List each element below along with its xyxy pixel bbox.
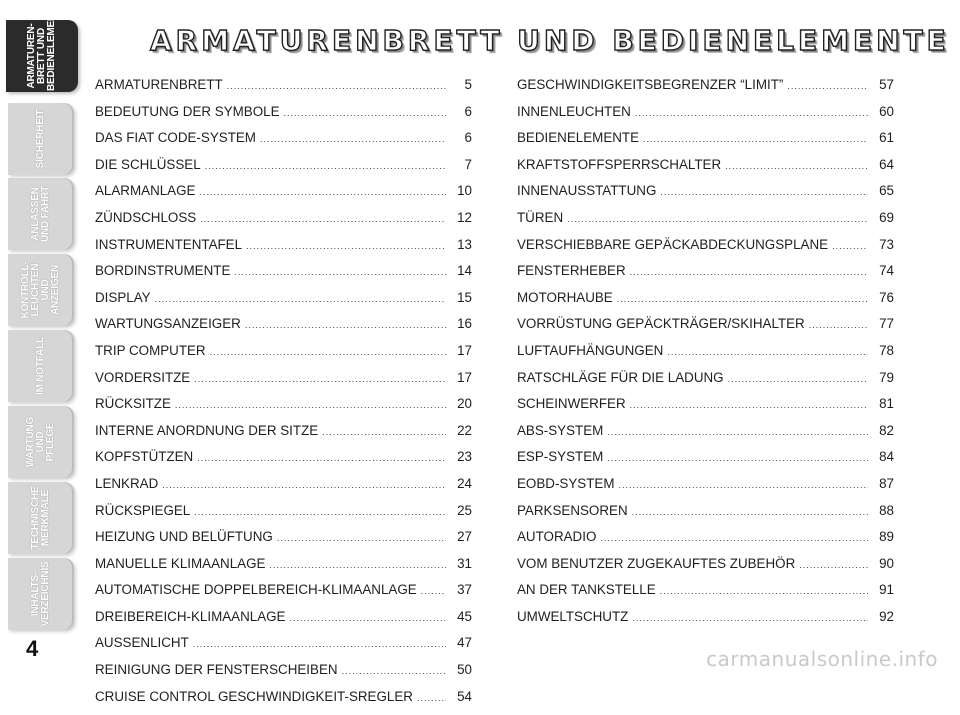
toc-entry[interactable] bbox=[95, 529, 472, 556]
tab-kontrollleuchten[interactable] bbox=[8, 254, 74, 326]
toc-left-column bbox=[95, 77, 472, 715]
toc-leader-dots bbox=[269, 560, 446, 570]
toc-entry-label: INSTRUMENTENTAFEL bbox=[95, 236, 243, 252]
toc-entry-label: ABS-SYSTEM bbox=[517, 422, 604, 438]
toc-entry-label: MANUELLE KLIMAANLAGE bbox=[95, 555, 266, 571]
toc-entry-label: FENSTERHEBER bbox=[517, 263, 626, 279]
toc-leader-dots bbox=[617, 294, 868, 304]
toc-entry-label: REINIGUNG DER FENSTERSCHEIBEN bbox=[95, 662, 338, 678]
toc-entry[interactable] bbox=[95, 157, 472, 184]
toc-leader-dots bbox=[342, 666, 446, 676]
toc-entry-label: AUSSENLICHT bbox=[95, 635, 189, 651]
toc-entry-label: VORDERSITZE bbox=[95, 369, 191, 385]
toc-entry-label: BEDIENELEMENTE bbox=[517, 130, 640, 146]
tab-technische-merkmale[interactable] bbox=[8, 482, 74, 554]
toc-entry-page: 87 bbox=[879, 475, 894, 491]
toc-entry[interactable] bbox=[95, 556, 472, 583]
toc-leader-dots bbox=[210, 347, 446, 357]
toc-leader-dots bbox=[162, 480, 446, 490]
toc-entry-label: HEIZUNG UND BELÜFTUNG bbox=[95, 529, 273, 545]
toc-leader-dots bbox=[197, 453, 446, 463]
toc-entry-label: DIE SCHLÜSSEL bbox=[95, 156, 201, 172]
toc-entry-page: 77 bbox=[879, 316, 894, 332]
toc-entry-page: 79 bbox=[879, 369, 894, 385]
toc-entry[interactable] bbox=[95, 130, 472, 157]
toc-entry-label: GESCHWINDIGKEITSBEGRENZER “LIMIT” bbox=[517, 77, 784, 92]
toc-entry-label: DREIBEREICH-KLIMAANLAGE bbox=[95, 608, 286, 624]
toc-entry[interactable] bbox=[95, 609, 472, 636]
toc-entry-page: 7 bbox=[464, 156, 472, 172]
toc-leader-dots bbox=[199, 187, 446, 197]
toc-leader-dots bbox=[607, 427, 868, 437]
toc-entry-page: 37 bbox=[457, 582, 472, 598]
toc-entry-label: DAS FIAT CODE-SYSTEM bbox=[95, 130, 256, 146]
toc-entry-page: 64 bbox=[879, 156, 894, 172]
toc-entry-label: INTERNE ANORDNUNG DER SITZE bbox=[95, 422, 319, 438]
toc-entry[interactable] bbox=[517, 449, 894, 476]
toc-entry-page: 84 bbox=[879, 449, 894, 465]
toc-entry-label: UMWELTSCHUTZ bbox=[517, 608, 629, 624]
toc-entry-page: 15 bbox=[457, 289, 472, 305]
toc-entry-label: ARMATURENBRETT bbox=[95, 77, 223, 92]
toc-entry-label: MOTORHAUBE bbox=[517, 289, 613, 305]
toc-entry-page: 14 bbox=[457, 263, 472, 279]
toc-entry[interactable] bbox=[517, 582, 894, 609]
toc-leader-dots bbox=[245, 320, 446, 330]
toc-entry[interactable] bbox=[95, 210, 472, 237]
toc-entry-page: 54 bbox=[457, 688, 472, 704]
toc-entry[interactable] bbox=[95, 290, 472, 317]
toc-leader-dots bbox=[175, 400, 446, 410]
toc-leader-dots bbox=[246, 241, 446, 251]
toc-entry-label: INNENAUSSTATTUNG bbox=[517, 183, 657, 199]
toc-leader-dots bbox=[194, 374, 446, 384]
toc-leader-dots bbox=[832, 241, 868, 251]
toc-leader-dots bbox=[234, 267, 446, 277]
toc-entry-page: 17 bbox=[457, 369, 472, 385]
toc-entry-label: TÜREN bbox=[517, 209, 564, 225]
toc-leader-dots bbox=[155, 294, 446, 304]
toc-entry-label: AUTORADIO bbox=[517, 529, 597, 545]
toc-right-column bbox=[517, 77, 894, 635]
toc-entry-label: RATSCHLÄGE FÜR DIE LADUNG bbox=[517, 369, 724, 385]
toc-leader-dots bbox=[260, 134, 446, 144]
toc-entry-page: 16 bbox=[457, 316, 472, 332]
tab-label: WARTUNG UND PFLEGE bbox=[25, 416, 56, 468]
toc-entry-page: 65 bbox=[879, 183, 894, 199]
toc-entry[interactable] bbox=[95, 635, 472, 662]
toc-leader-dots bbox=[277, 533, 446, 543]
toc-leader-dots bbox=[227, 81, 446, 91]
tab-label: TECHNISCHE MERKMALE bbox=[30, 486, 51, 550]
toc-leader-dots bbox=[194, 507, 446, 517]
toc-entry[interactable] bbox=[95, 582, 472, 609]
toc-entry-label: RÜCKSITZE bbox=[95, 396, 171, 412]
toc-entry-page: 82 bbox=[879, 422, 894, 438]
toc-entry-label: LENKRAD bbox=[95, 475, 159, 491]
toc-entry[interactable] bbox=[95, 316, 472, 343]
toc-entry-label: BORDINSTRUMENTE bbox=[95, 263, 231, 279]
toc-leader-dots bbox=[630, 267, 868, 277]
toc-entry-page: 69 bbox=[879, 209, 894, 225]
tab-anlassen[interactable] bbox=[8, 178, 74, 250]
toc-leader-dots bbox=[787, 81, 868, 91]
tab-im-notfall[interactable] bbox=[8, 330, 74, 402]
toc-entry[interactable] bbox=[517, 290, 894, 317]
toc-entry-page: 31 bbox=[457, 555, 472, 571]
toc-entry-page: 88 bbox=[879, 502, 894, 518]
toc-entry-label: INNENLEUCHTEN bbox=[517, 103, 631, 119]
toc-entry-page: 6 bbox=[464, 103, 472, 119]
toc-entry-page: 13 bbox=[457, 236, 472, 252]
tab-inhaltsverzeichnis[interactable] bbox=[8, 558, 74, 630]
toc-entry[interactable] bbox=[517, 263, 894, 290]
toc-entry-page: 20 bbox=[457, 396, 472, 412]
toc-entry-page: 57 bbox=[879, 77, 894, 92]
toc-leader-dots bbox=[421, 586, 446, 596]
toc-leader-dots bbox=[660, 187, 868, 197]
toc-entry[interactable] bbox=[517, 130, 894, 157]
toc-entry-page: 60 bbox=[879, 103, 894, 119]
toc-entry[interactable] bbox=[517, 343, 894, 370]
toc-entry-label: KOPFSTÜTZEN bbox=[95, 449, 194, 465]
toc-leader-dots bbox=[290, 613, 447, 623]
toc-entry-label: LUFTAUFHÄNGUNGEN bbox=[517, 342, 664, 358]
toc-entry-page: 23 bbox=[457, 449, 472, 465]
toc-entry-page: 74 bbox=[879, 263, 894, 279]
toc-entry-page: 73 bbox=[879, 236, 894, 252]
toc-entry[interactable] bbox=[517, 476, 894, 503]
toc-leader-dots bbox=[322, 427, 446, 437]
toc-entry[interactable] bbox=[95, 77, 472, 104]
toc-leader-dots bbox=[607, 453, 868, 463]
toc-entry[interactable] bbox=[95, 104, 472, 131]
toc-entry-page: 81 bbox=[879, 396, 894, 412]
toc-entry-page: 5 bbox=[464, 77, 472, 92]
toc-entry-label: SCHEINWERFER bbox=[517, 396, 626, 412]
toc-entry-page: 12 bbox=[457, 209, 472, 225]
tab-sicherheit[interactable] bbox=[8, 103, 74, 175]
page-title: ARMATURENBRETT UND BEDIENELEMENTE bbox=[150, 24, 950, 57]
tab-label: SICHERHEIT bbox=[35, 109, 46, 169]
toc-leader-dots bbox=[632, 613, 868, 623]
toc-entry[interactable] bbox=[517, 77, 894, 104]
toc-entry-label: DISPLAY bbox=[95, 289, 151, 305]
toc-leader-dots bbox=[567, 214, 868, 224]
toc-entry[interactable] bbox=[517, 609, 894, 636]
toc-entry-label: ALARMANLAGE bbox=[95, 183, 196, 199]
toc-entry[interactable] bbox=[95, 689, 472, 715]
toc-entry-page: 76 bbox=[879, 289, 894, 305]
toc-entry-page: 10 bbox=[457, 183, 472, 199]
toc-leader-dots bbox=[200, 214, 446, 224]
toc-entry[interactable] bbox=[517, 237, 894, 264]
toc-leader-dots bbox=[630, 400, 868, 410]
toc-leader-dots bbox=[193, 639, 446, 649]
page-number: 4 bbox=[26, 636, 39, 661]
toc-entry[interactable] bbox=[517, 396, 894, 423]
toc-leader-dots bbox=[417, 693, 446, 703]
toc-entry-label: CRUISE CONTROL GESCHWINDIGKEIT-SREGLER bbox=[95, 688, 413, 704]
toc-entry-label: AUTOMATISCHE DOPPELBEREICH-KLIMAANLAGE bbox=[95, 582, 417, 598]
tab-wartung[interactable] bbox=[8, 406, 74, 478]
toc-entry[interactable] bbox=[517, 104, 894, 131]
toc-entry[interactable] bbox=[517, 556, 894, 583]
toc-entry[interactable] bbox=[517, 210, 894, 237]
toc-entry-page: 24 bbox=[457, 475, 472, 491]
toc-entry[interactable] bbox=[517, 183, 894, 210]
toc-leader-dots bbox=[643, 134, 868, 144]
toc-entry-label: RÜCKSPIEGEL bbox=[95, 502, 191, 518]
toc-entry[interactable] bbox=[517, 370, 894, 397]
tab-label: ARMATUREN- BRETT UND BEDIENELEMENTE bbox=[26, 1, 57, 91]
toc-entry-page: 90 bbox=[879, 555, 894, 571]
toc-entry-page: 47 bbox=[457, 635, 472, 651]
toc-entry-label: ZÜNDSCHLOSS bbox=[95, 209, 197, 225]
toc-entry-label: VERSCHIEBBARE GEPÄCKABDECKUNGSPLANE bbox=[517, 236, 829, 252]
toc-entry[interactable] bbox=[95, 237, 472, 264]
toc-entry-page: 78 bbox=[879, 342, 894, 358]
toc-entry[interactable] bbox=[95, 503, 472, 530]
toc-entry[interactable] bbox=[95, 183, 472, 210]
toc-leader-dots bbox=[635, 108, 868, 118]
toc-leader-dots bbox=[725, 161, 868, 171]
toc-entry-page: 45 bbox=[457, 608, 472, 624]
toc-leader-dots bbox=[205, 161, 446, 171]
toc-entry[interactable] bbox=[517, 503, 894, 530]
toc-entry-label: BEDEUTUNG DER SYMBOLE bbox=[95, 103, 280, 119]
toc-leader-dots bbox=[809, 320, 868, 330]
toc-entry-page: 25 bbox=[457, 502, 472, 518]
watermark: carmanualsonline.info bbox=[706, 647, 938, 671]
toc-entry[interactable] bbox=[95, 343, 472, 370]
toc-leader-dots bbox=[600, 533, 868, 543]
toc-entry[interactable] bbox=[95, 476, 472, 503]
tab-label: INHALTS- VERZEICHNIS bbox=[30, 561, 51, 627]
tab-armaturenbrett[interactable] bbox=[6, 1, 78, 92]
toc-entry[interactable] bbox=[95, 449, 472, 476]
toc-entry-page: 50 bbox=[457, 662, 472, 678]
tab-label: KONTROLL- LEUCHTEN UND ANZEIGEN bbox=[20, 261, 61, 319]
toc-entry[interactable] bbox=[517, 316, 894, 343]
toc-entry-label: VORRÜSTUNG GEPÄCKTRÄGER/SKIHALTER bbox=[517, 316, 805, 332]
toc-leader-dots bbox=[728, 374, 868, 384]
toc-entry[interactable] bbox=[95, 263, 472, 290]
toc-leader-dots bbox=[667, 347, 868, 357]
toc-entry-page: 92 bbox=[879, 608, 894, 624]
toc-entry-label: WARTUNGSANZEIGER bbox=[95, 316, 241, 332]
tab-label: IM NOTFALL bbox=[35, 337, 46, 395]
toc-entry[interactable] bbox=[95, 396, 472, 423]
toc-entry[interactable] bbox=[517, 529, 894, 556]
toc-leader-dots bbox=[284, 108, 446, 118]
toc-entry-label: VOM BENUTZER ZUGEKAUFTES ZUBEHÖR bbox=[517, 555, 796, 571]
toc-leader-dots bbox=[660, 586, 868, 596]
toc-entry-page: 89 bbox=[879, 529, 894, 545]
toc-entry-page: 91 bbox=[879, 582, 894, 598]
toc-entry-label: TRIP COMPUTER bbox=[95, 342, 206, 358]
toc-entry-label: ESP-SYSTEM bbox=[517, 449, 604, 465]
toc-entry[interactable] bbox=[95, 423, 472, 450]
toc-leader-dots bbox=[799, 560, 868, 570]
toc-entry[interactable] bbox=[517, 423, 894, 450]
toc-entry[interactable] bbox=[517, 157, 894, 184]
toc-entry-page: 6 bbox=[464, 130, 472, 146]
toc-entry-label: PARKSENSOREN bbox=[517, 502, 628, 518]
toc-entry-label: EOBD-SYSTEM bbox=[517, 475, 615, 491]
toc-entry-page: 27 bbox=[457, 529, 472, 545]
tab-label: ANLASSEN UND FAHRT bbox=[30, 186, 51, 242]
toc-entry-label: KRAFTSTOFFSPERRSCHALTER bbox=[517, 156, 722, 172]
toc-entry[interactable] bbox=[95, 662, 472, 689]
toc-leader-dots bbox=[632, 507, 868, 517]
toc-entry-page: 17 bbox=[457, 342, 472, 358]
toc-entry-label: AN DER TANKSTELLE bbox=[517, 582, 656, 598]
toc-entry[interactable] bbox=[95, 370, 472, 397]
toc-entry-page: 22 bbox=[457, 422, 472, 438]
toc-entry-page: 61 bbox=[879, 130, 894, 146]
toc-leader-dots bbox=[618, 480, 868, 490]
